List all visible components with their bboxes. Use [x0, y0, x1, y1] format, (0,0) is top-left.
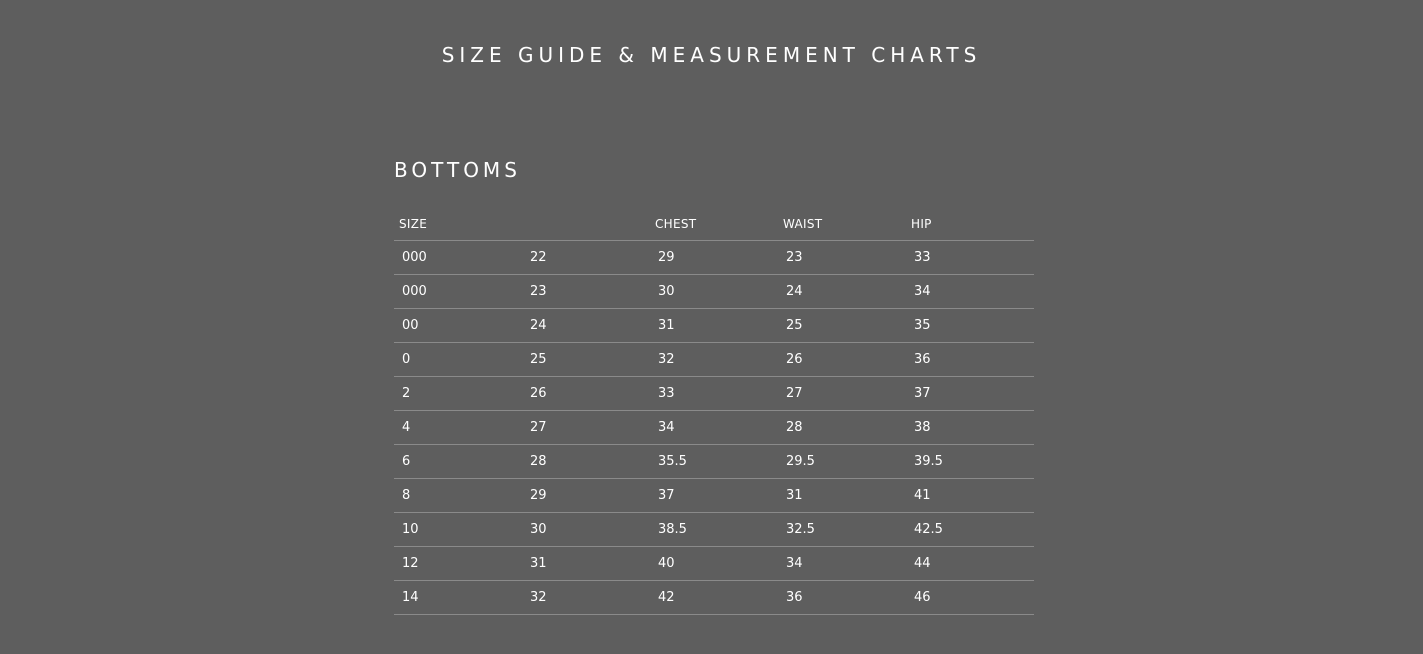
cell-chest: 30 [650, 275, 778, 309]
cell-waist: 25 [778, 309, 906, 343]
cell-hip: 33 [906, 241, 1034, 275]
header-waist: WAIST [778, 208, 906, 241]
header-chest: CHEST [650, 208, 778, 241]
cell-hip: 44 [906, 547, 1034, 581]
cell-size: 0 [394, 343, 522, 377]
cell-waist: 23 [778, 241, 906, 275]
table-row [394, 309, 1034, 343]
cell-value: 29 [522, 479, 650, 513]
header-size: SIZE [394, 208, 522, 241]
cell-waist: 24 [778, 275, 906, 309]
cell-chest: 35.5 [650, 445, 778, 479]
cell-size: 6 [394, 445, 522, 479]
table-row [394, 513, 1034, 547]
cell-value: 28 [522, 445, 650, 479]
table-row [394, 581, 1034, 615]
cell-size: 10 [394, 513, 522, 547]
table-row [394, 275, 1034, 309]
cell-hip: 36 [906, 343, 1034, 377]
cell-chest: 29 [650, 241, 778, 275]
cell-size: 000 [394, 241, 522, 275]
table-row [394, 377, 1034, 411]
section-title: BOTTOMS [394, 158, 521, 182]
header-hip: HIP [906, 208, 1034, 241]
cell-value: 26 [522, 377, 650, 411]
cell-size: 14 [394, 581, 522, 615]
header-row [394, 208, 1034, 241]
cell-size: 12 [394, 547, 522, 581]
cell-value: 23 [522, 275, 650, 309]
cell-hip: 34 [906, 275, 1034, 309]
header-blank [522, 208, 650, 241]
cell-waist: 28 [778, 411, 906, 445]
cell-size: 000 [394, 275, 522, 309]
cell-hip: 38 [906, 411, 1034, 445]
cell-size: 8 [394, 479, 522, 513]
cell-chest: 34 [650, 411, 778, 445]
cell-hip: 39.5 [906, 445, 1034, 479]
table-row [394, 445, 1034, 479]
size-chart-table [394, 208, 1034, 615]
cell-value: 30 [522, 513, 650, 547]
cell-value: 25 [522, 343, 650, 377]
cell-hip: 41 [906, 479, 1034, 513]
cell-waist: 27 [778, 377, 906, 411]
table-row [394, 547, 1034, 581]
cell-chest: 37 [650, 479, 778, 513]
table-header [394, 208, 1034, 241]
cell-waist: 29.5 [778, 445, 906, 479]
cell-value: 24 [522, 309, 650, 343]
cell-value: 22 [522, 241, 650, 275]
cell-chest: 31 [650, 309, 778, 343]
cell-hip: 42.5 [906, 513, 1034, 547]
cell-waist: 31 [778, 479, 906, 513]
cell-chest: 42 [650, 581, 778, 615]
cell-value: 27 [522, 411, 650, 445]
cell-size: 2 [394, 377, 522, 411]
cell-waist: 26 [778, 343, 906, 377]
cell-waist: 32.5 [778, 513, 906, 547]
page-title: SIZE GUIDE & MEASUREMENT CHARTS [441, 43, 982, 67]
cell-hip: 46 [906, 581, 1034, 615]
bottoms-section [394, 157, 1034, 615]
cell-value: 31 [522, 547, 650, 581]
table-row [394, 479, 1034, 513]
cell-hip: 37 [906, 377, 1034, 411]
table-row [394, 411, 1034, 445]
table-row [394, 241, 1034, 275]
cell-waist: 34 [778, 547, 906, 581]
table-body [394, 241, 1034, 615]
cell-waist: 36 [778, 581, 906, 615]
cell-size: 4 [394, 411, 522, 445]
cell-chest: 33 [650, 377, 778, 411]
cell-size: 00 [394, 309, 522, 343]
cell-chest: 32 [650, 343, 778, 377]
cell-chest: 38.5 [650, 513, 778, 547]
cell-chest: 40 [650, 547, 778, 581]
cell-hip: 35 [906, 309, 1034, 343]
cell-value: 32 [522, 581, 650, 615]
table-row [394, 343, 1034, 377]
